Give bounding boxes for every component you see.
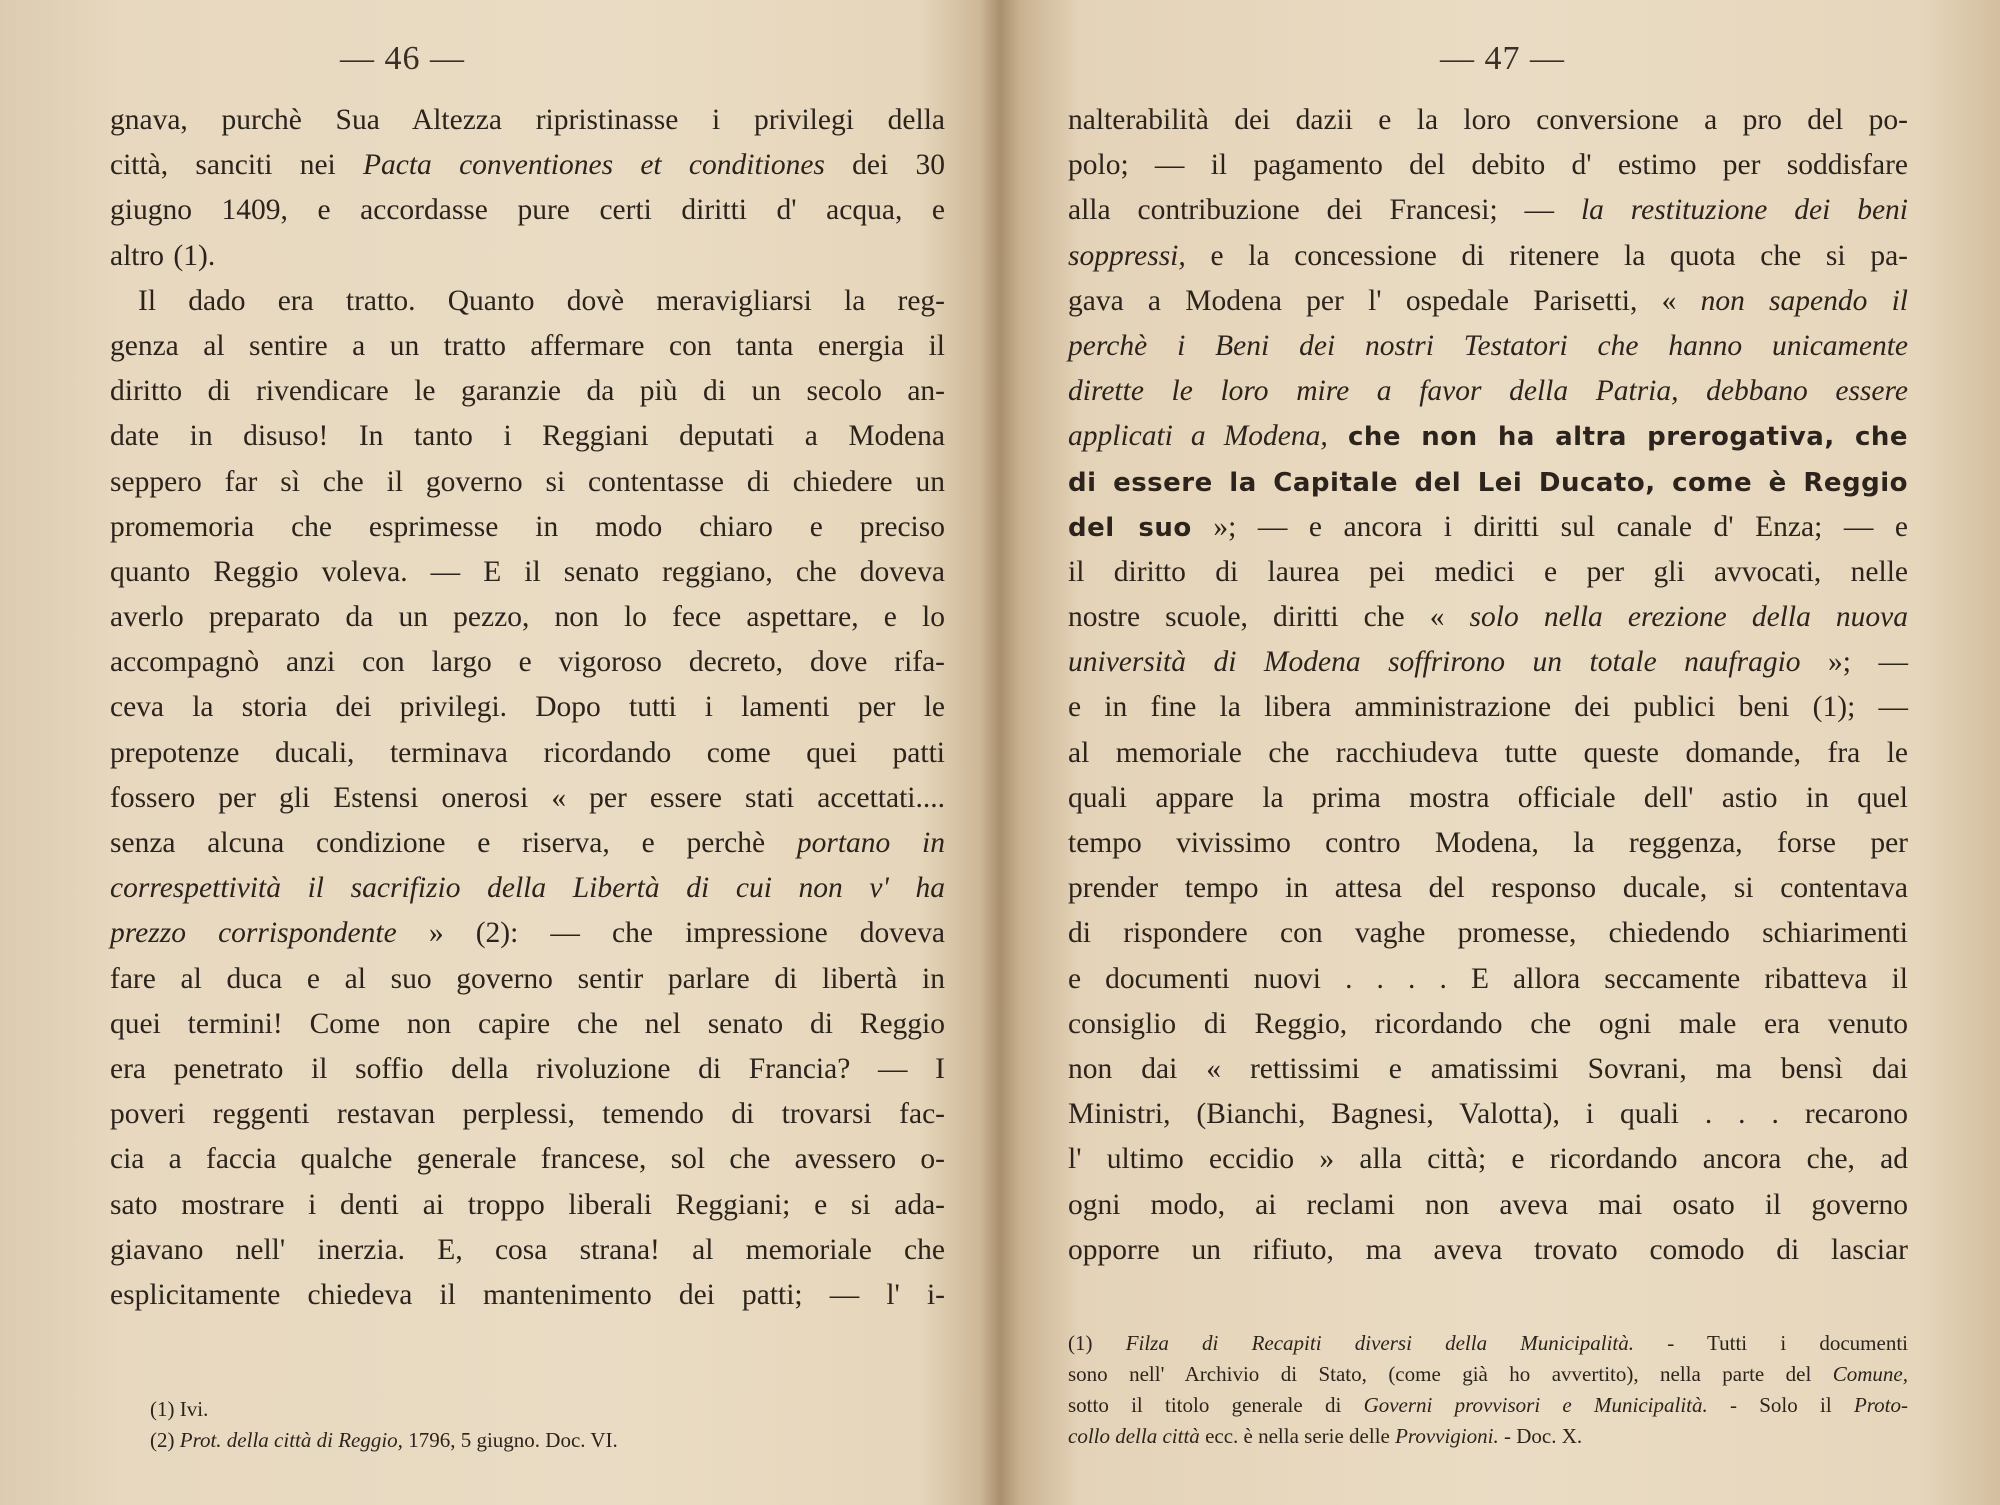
- text-line: [110, 460, 945, 505]
- text-segment: consiglio di Reggio, ricordando che ogni male era venuto: [1068, 1007, 1908, 1040]
- text-segment: - Doc. X.: [1498, 1424, 1583, 1448]
- text-segment: cia a faccia qualche generale francese, sol che avessero o-: [110, 1143, 945, 1176]
- text-segment: Il dado era tratto. Quanto dovè meravigliarsi la reg-: [138, 284, 945, 317]
- italic-text: Comune,: [1832, 1362, 1908, 1386]
- italic-text: non sapendo il: [1700, 284, 1909, 317]
- text-segment: prepotenze ducali, terminava ricordando come quei patti: [110, 736, 945, 769]
- text-line: [110, 957, 945, 1002]
- italic-text: la restituzione dei beni: [1580, 194, 1908, 227]
- italic-text: Proto-: [1853, 1393, 1908, 1417]
- italic-text: Prot. della città di Reggio,: [179, 1428, 403, 1452]
- text-line: [110, 685, 945, 730]
- text-line: [110, 505, 945, 550]
- text-line: [1068, 460, 1908, 505]
- text-line: [110, 234, 945, 279]
- text-line: [110, 731, 945, 776]
- text-line: [110, 550, 945, 595]
- text-line: [1068, 685, 1908, 730]
- text-line: [110, 324, 945, 369]
- text-line: [1068, 98, 1908, 143]
- italic-text: Provvigioni.: [1395, 1424, 1499, 1448]
- text-segment: quali appare la prima mostra officiale dell' astio in quel: [1068, 781, 1908, 814]
- text-line: [110, 1047, 945, 1092]
- text-segment: » (2): — che impressione doveva: [396, 917, 945, 950]
- text-segment: prender tempo in attesa del responso ducale, si contentava: [1068, 872, 1908, 905]
- italic-text: applicati a Modena,: [1068, 420, 1328, 453]
- text-segment: altro (1).: [110, 239, 216, 272]
- text-line: [110, 776, 945, 821]
- text-line: [1068, 821, 1908, 866]
- italic-text: portano in: [796, 827, 946, 859]
- text-line: [1068, 957, 1908, 1002]
- footnote-line: [150, 1394, 810, 1425]
- italic-text: perchè i Beni dei nostri Testatori che hanno unicamente: [1068, 329, 1908, 362]
- text-line: [1068, 911, 1908, 956]
- text-line: [110, 98, 945, 143]
- text-segment: (2): [150, 1428, 180, 1452]
- footnotes: [1068, 1328, 1908, 1452]
- text-line: [110, 1273, 945, 1318]
- italic-text: Governi provvisori e Municipalità.: [1363, 1393, 1708, 1417]
- footnote-line: [1068, 1390, 1908, 1421]
- text-segment: genza al sentire a un tratto affermare con tanta energia il: [110, 329, 945, 362]
- text-segment: averlo preparato da un pezzo, non lo fece aspettare, e lo: [110, 601, 945, 634]
- text-line: [110, 911, 945, 956]
- text-segment: al memoriale che racchiudeva tutte queste domande, fra le: [1068, 736, 1908, 769]
- text-line: [1068, 324, 1908, 369]
- text-line: [1068, 595, 1908, 640]
- text-segment: gnava, purchè Sua Altezza ripristinasse i privilegi della: [110, 104, 945, 136]
- text-segment: diritto di rivendicare le garanzie da più di un secolo an-: [110, 375, 945, 408]
- text-segment: seppero far sì che il governo si contentasse di chiedere un: [110, 465, 945, 498]
- text-line: [110, 1228, 945, 1273]
- text-line: [1068, 369, 1908, 414]
- right-page: [1005, 0, 2000, 1505]
- text-line: [1068, 279, 1908, 324]
- text-line: [1068, 731, 1908, 776]
- italic-text: università di Modena soffrirono un totale naufragio: [1068, 646, 1801, 679]
- page-number: — 46 —: [340, 40, 465, 77]
- bold-text: del suo: [1068, 512, 1192, 543]
- text-segment: giavano nell' inerzia. E, cosa strana! al memoriale che: [110, 1233, 945, 1266]
- text-segment: quei termini! Come non capire che nel senato di Reggio: [110, 1007, 945, 1040]
- text-segment: »; —: [1800, 646, 1908, 679]
- body-text: [110, 98, 945, 1318]
- text-line: [1068, 1002, 1908, 1047]
- text-line: [110, 1137, 945, 1182]
- text-segment: quanto Reggio voleva. — E il senato reggiano, che doveva: [110, 555, 945, 588]
- text-segment: di rispondere con vaghe promesse, chiedendo schiarimenti: [1068, 917, 1908, 950]
- text-segment: accompagnò anzi con largo e vigoroso decreto, dove rifa-: [110, 646, 945, 679]
- footnote-line: [1068, 1328, 1908, 1359]
- text-line: [1068, 143, 1908, 188]
- text-line: [110, 1092, 945, 1137]
- italic-text: Filza di Recapiti diversi della Municipalità.: [1125, 1331, 1635, 1355]
- text-line: [1068, 1137, 1908, 1182]
- text-segment: tempo vivissimo contro Modena, la reggenza, forse per: [1068, 827, 1908, 859]
- text-line: [1068, 1092, 1908, 1137]
- italic-text: solo nella erezione della nuova: [1469, 601, 1908, 634]
- text-line: [110, 1183, 945, 1228]
- text-segment: ecc. è nella serie delle: [1199, 1424, 1396, 1448]
- italic-text: soppressi,: [1068, 239, 1186, 272]
- text-segment: opporre un rifiuto, ma aveva trovato comodo di lasciar: [1068, 1233, 1908, 1266]
- text-segment: alla contribuzione dei Francesi; —: [1068, 194, 1581, 227]
- italic-text: Pacta conventiones et conditiones: [363, 149, 825, 182]
- footnote-line: [1068, 1359, 1908, 1390]
- text-segment: sato mostrare i denti ai troppo liberali Reggiani; e si ada-: [110, 1188, 945, 1221]
- bold-text: di essere la Capitale del Lei Ducato, come è Reggio: [1068, 467, 1908, 498]
- text-segment: »; — e ancora i diritti sul canale d' Enza; — e: [1191, 510, 1908, 543]
- text-segment: fare al duca e al suo governo sentir parlare di libertà in: [110, 962, 945, 995]
- text-segment: ogni modo, ai reclami non aveva mai osato il governo: [1068, 1188, 1908, 1221]
- text-segment: (1) Ivi.: [150, 1397, 209, 1421]
- italic-text: prezzo corrispondente: [110, 917, 397, 950]
- text-segment: dei 30: [824, 149, 945, 182]
- italic-text: collo della città: [1068, 1424, 1200, 1448]
- text-line: [1068, 188, 1908, 233]
- text-segment: polo; — il pagamento del debito d' estimo per soddisfare: [1068, 149, 1908, 182]
- text-line: [110, 821, 945, 866]
- text-line: [110, 279, 945, 324]
- text-segment: ceva la storia dei privilegi. Dopo tutti i lamenti per le: [110, 691, 945, 724]
- text-line: [110, 188, 945, 233]
- text-line: [1068, 1047, 1908, 1092]
- text-segment: giugno 1409, e accordasse pure certi diritti d' acqua, e: [110, 194, 945, 227]
- text-segment: senza alcuna condizione e riserva, e perchè: [110, 827, 797, 859]
- text-segment: era penetrato il soffio della rivoluzione di Francia? — I: [110, 1052, 945, 1085]
- text-line: [1068, 505, 1908, 550]
- text-segment: date in disuso! In tanto i Reggiani deputati a Modena: [110, 420, 945, 453]
- italic-text: correspettività il sacrifizio della Libertà di cui non v' ha: [110, 872, 945, 905]
- text-line: [110, 369, 945, 414]
- text-segment: città, sanciti nei: [110, 149, 363, 182]
- text-line: [1068, 414, 1908, 459]
- text-line: [1068, 776, 1908, 821]
- text-line: [110, 1002, 945, 1047]
- text-line: [1068, 550, 1908, 595]
- text-line: [110, 143, 945, 188]
- footnote-line: [1068, 1421, 1908, 1452]
- text-line: [1068, 1183, 1908, 1228]
- text-segment: gava a Modena per l' ospedale Parisetti, «: [1068, 284, 1701, 317]
- text-segment: e la concessione di ritenere la quota che si pa-: [1185, 239, 1908, 272]
- left-page: [0, 0, 995, 1505]
- italic-text: dirette le loro mire a favor della Patria, debbano essere: [1068, 375, 1908, 408]
- text-segment: sono nell' Archivio di Stato, (come già ho avvertito), nella parte del: [1068, 1362, 1833, 1386]
- text-line: [1068, 1228, 1908, 1273]
- text-line: [110, 640, 945, 685]
- text-segment: esplicitamente chiedeva il mantenimento dei patti; — l' i-: [110, 1278, 945, 1311]
- text-line: [1068, 234, 1908, 279]
- text-segment: - Tutti i documenti: [1634, 1331, 1908, 1355]
- text-line: [110, 866, 945, 911]
- text-segment: poveri reggenti restavan perplessi, temendo di trovarsi fac-: [110, 1098, 945, 1131]
- text-segment: nalterabilità dei dazii e la loro conversione a pro del po-: [1068, 104, 1908, 136]
- text-segment: promemoria che esprimesse in modo chiaro e preciso: [110, 510, 945, 543]
- text-segment: e documenti nuovi . . . . E allora seccamente ribatteva il: [1068, 962, 1908, 995]
- text-segment: non dai « rettissimi e amatissimi Sovrani, ma bensì dai: [1068, 1052, 1908, 1085]
- text-segment: Ministri, (Bianchi, Bagnesi, Valotta), i quali . . . recarono: [1068, 1098, 1908, 1131]
- text-segment: (1): [1068, 1331, 1126, 1355]
- body-text: [1068, 98, 1908, 1273]
- text-segment: - Solo il: [1707, 1393, 1854, 1417]
- footnote-line: [150, 1425, 810, 1456]
- text-segment: e in fine la libera amministrazione dei publici beni (1); —: [1068, 691, 1908, 724]
- text-segment: nostre scuole, diritti che «: [1068, 601, 1470, 634]
- text-line: [1068, 640, 1908, 685]
- text-segment: 1796, 5 giugno. Doc. VI.: [402, 1428, 618, 1452]
- text-segment: l' ultimo eccidio » alla città; e ricordando ancora che, ad: [1068, 1143, 1908, 1176]
- text-line: [1068, 866, 1908, 911]
- text-segment: sotto il titolo generale di: [1068, 1393, 1364, 1417]
- footnotes: [150, 1394, 810, 1456]
- bold-text: che non ha altra prerogativa, che: [1327, 422, 1909, 453]
- text-line: [110, 414, 945, 459]
- text-line: [110, 595, 945, 640]
- text-segment: il diritto di laurea pei medici e per gli avvocati, nelle: [1068, 555, 1908, 588]
- page-number: — 47 —: [1440, 40, 1565, 77]
- text-segment: fossero per gli Estensi onerosi « per essere stati accettati....: [110, 781, 945, 814]
